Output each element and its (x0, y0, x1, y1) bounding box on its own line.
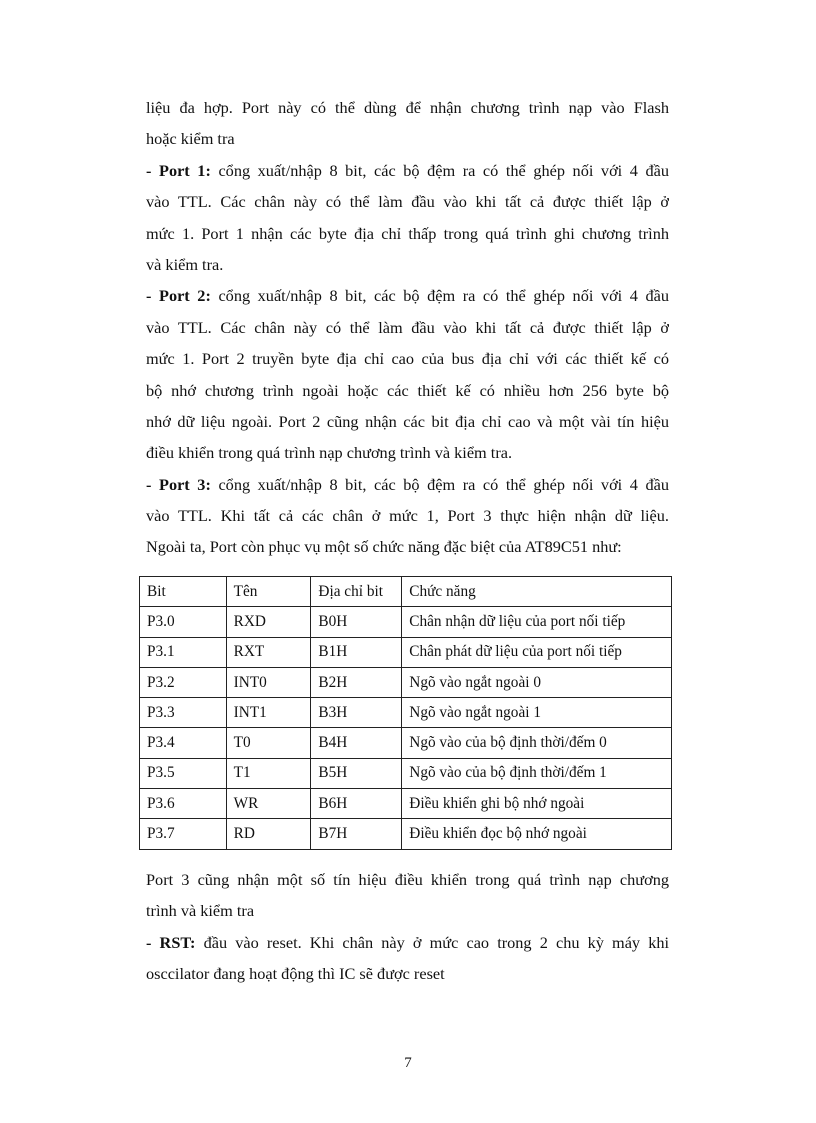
paragraph-line: Port 3 cũng nhận một số tín hiệu điều khiển trong quá trình nạp chương (146, 870, 669, 889)
port1-first-line (146, 155, 669, 186)
cell-name: T1 (226, 758, 311, 788)
cell-bit: P3.6 (140, 789, 227, 819)
cell-name: RD (226, 819, 311, 849)
paragraph-line: mức 1. Port 1 nhận các byte địa chỉ thấp trong quá trình ghi chương trình (146, 223, 669, 243)
cell-bit: P3.5 (140, 758, 227, 788)
paragraph-line: vào TTL. Các chân này có thể làm đầu vào khi tất cả được thiết lập ở (146, 192, 669, 212)
cell-name: RXT (226, 637, 311, 667)
rst-text: đầu vào reset. Khi chân này ở mức cao trong 2 chu kỳ máy khi (195, 932, 669, 952)
cell-bit: P3.4 (140, 728, 227, 758)
table-row (140, 607, 672, 637)
cell-bit: P3.2 (140, 667, 227, 697)
paragraph-line: điều khiển trong quá trình nạp chương trình và kiểm tra. (146, 443, 513, 463)
cell-function: Điều khiển đọc bộ nhớ ngoài (402, 819, 672, 849)
cell-address: B1H (311, 637, 402, 667)
port2-lead: - Port 2: (146, 286, 211, 306)
page-number: 7 (404, 1055, 412, 1071)
port1-text: cổng xuất/nhập 8 bit, các bộ đệm ra có thể ghép nối với 4 đầu (210, 160, 669, 180)
port3-lead: - Port 3: (146, 474, 211, 494)
cell-name: T0 (226, 728, 311, 758)
table-row (140, 698, 672, 728)
table-row (140, 789, 672, 819)
cell-function: Ngõ vào của bộ định thời/đếm 0 (402, 728, 672, 758)
port3-first-line (146, 469, 669, 500)
paragraph-line: liệu đa hợp. Port này có thể dùng để nhận chương trình nạp vào Flash (146, 98, 669, 117)
port2-text: cổng xuất/nhập 8 bit, các bộ đệm ra có thể ghép nối với 4 đầu (210, 286, 669, 306)
paragraph-line: osccilator đang hoạt động thì IC sẽ được reset (146, 964, 445, 984)
paragraph-line: bộ nhớ chương trình ngoài hoặc các thiết kế có nhiều hơn 256 byte bộ (146, 380, 669, 400)
cell-address: B0H (311, 607, 402, 637)
cell-name: RXD (226, 607, 311, 637)
header-bit-address: Địa chỉ bit (311, 577, 402, 607)
cell-bit: P3.7 (140, 819, 227, 849)
header-function: Chức năng (402, 577, 672, 607)
paragraph-line: vào TTL. Khi tất cả các chân ở mức 1, Port 3 thực hiện nhận dữ liệu. (146, 506, 669, 526)
cell-bit: P3.0 (140, 607, 227, 637)
paragraph-line: mức 1. Port 2 truyền byte địa chỉ cao của bus địa chỉ với các thiết kế có (146, 349, 669, 369)
table-row (140, 637, 672, 667)
cell-address: B7H (311, 819, 402, 849)
paragraph-line: Ngoài ta, Port còn phục vụ một số chức năng đặc biệt của AT89C51 như: (146, 537, 622, 557)
cell-function: Ngõ vào ngắt ngoài 0 (402, 667, 672, 697)
table-header-row (140, 577, 672, 607)
cell-name: INT0 (226, 667, 311, 697)
cell-address: B4H (311, 728, 402, 758)
table-row (140, 819, 672, 849)
rst-lead: - RST: (146, 932, 196, 952)
cell-function: Chân phát dữ liệu của port nối tiếp (402, 637, 672, 667)
paragraph-line: trình và kiểm tra (146, 901, 255, 921)
body-text-upper (146, 92, 669, 563)
paragraph-line: nhớ dữ liệu ngoài. Port 2 cũng nhận các bit địa chỉ cao và một vài tín hiệu (146, 411, 669, 431)
rst-first-line (146, 927, 669, 958)
paragraph-line: và kiểm tra. (146, 254, 224, 274)
cell-address: B2H (311, 667, 402, 697)
cell-function: Ngõ vào của bộ định thời/đếm 1 (402, 758, 672, 788)
header-name: Tên (226, 577, 311, 607)
header-bit: Bit (140, 577, 227, 607)
cell-address: B3H (311, 698, 402, 728)
body-text-lower (146, 864, 669, 990)
cell-bit: P3.3 (140, 698, 227, 728)
cell-name: INT1 (226, 698, 311, 728)
table-row (140, 667, 672, 697)
cell-address: B6H (311, 789, 402, 819)
cell-bit: P3.1 (140, 637, 227, 667)
cell-address: B5H (311, 758, 402, 788)
cell-name: WR (226, 789, 311, 819)
port3-pin-table (139, 576, 672, 850)
port1-lead: - Port 1: (146, 160, 211, 180)
port3-text: cổng xuất/nhập 8 bit, các bộ đệm ra có thể ghép nối với 4 đầu (210, 474, 669, 494)
table-row (140, 758, 672, 788)
table-row (140, 728, 672, 758)
cell-function: Chân nhận dữ liệu của port nối tiếp (402, 607, 672, 637)
port2-first-line (146, 280, 669, 311)
cell-function: Điều khiển ghi bộ nhớ ngoài (402, 789, 672, 819)
paragraph-line: vào TTL. Các chân này có thể làm đầu vào khi tất cả được thiết lập ở (146, 317, 669, 337)
paragraph-line: hoặc kiểm tra (146, 129, 235, 149)
cell-function: Ngõ vào ngắt ngoài 1 (402, 698, 672, 728)
